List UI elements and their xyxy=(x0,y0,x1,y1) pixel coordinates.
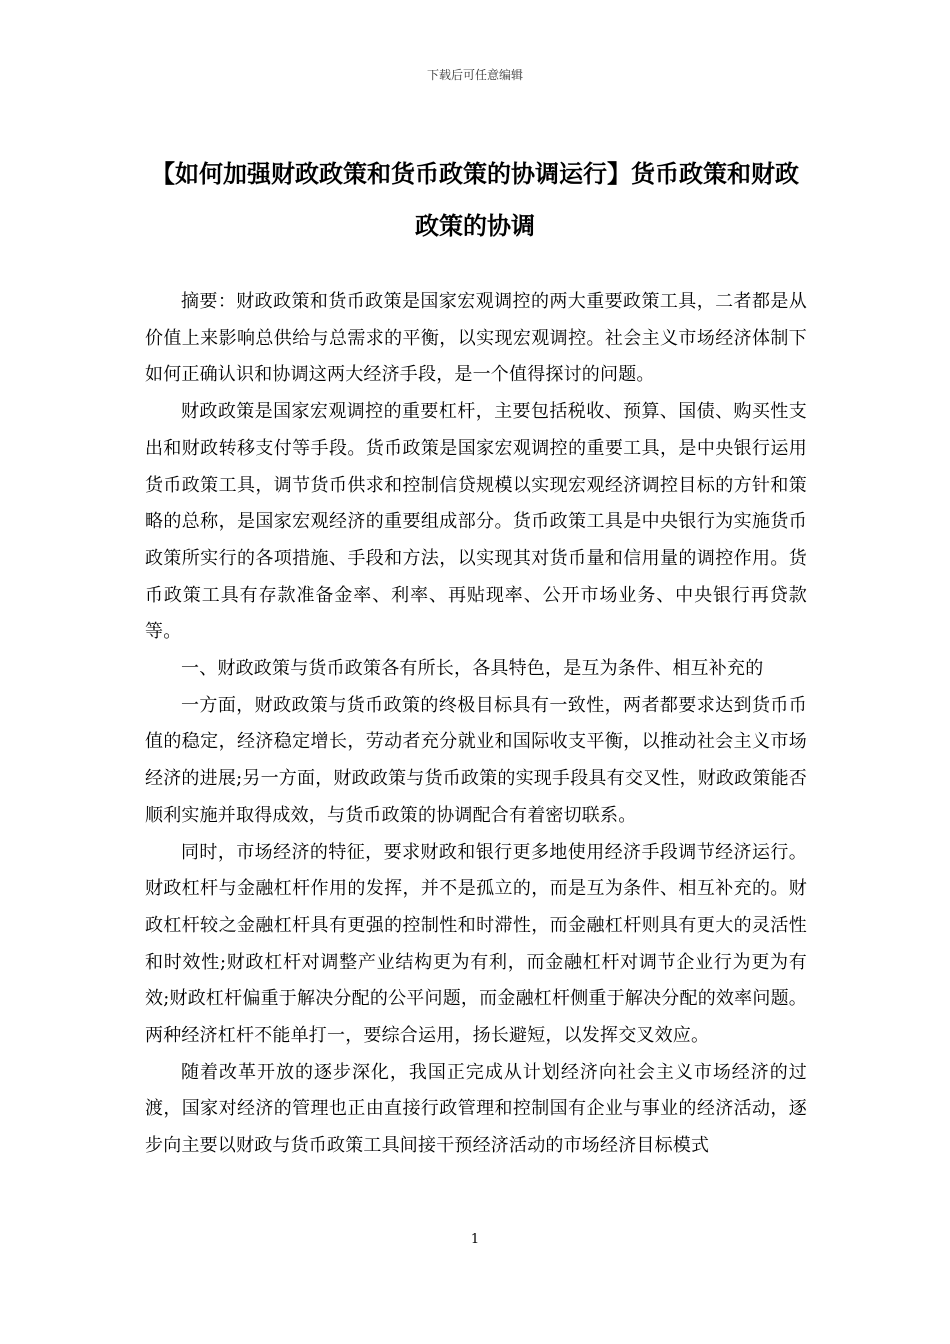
page-number: 1 xyxy=(470,1232,480,1247)
document-body xyxy=(145,284,807,1165)
document-title: 【如何加强财政政策和货币政策的协调运行】货币政策和财政政策的协调 xyxy=(151,159,799,240)
paragraph: 同时，市场经济的特征，要求财政和银行更多地使用经济手段调节经济运行。财政杠杆与金融杠杆作用的发挥，并不是孤立的，而是互为条件、相互补充的。财政杠杆较之金融杠杆具有更强的控制性和时滞性，而金融杠杆则具有更大的灵活性和时效性;财政杠杆对调整产业结构更为有利，而金融杠杆对调节企业行为更为有效;财政杠杆偏重于解决分配的公平问题，而金融杠杆侧重于解决分配的效率问题。两种经济杠杆不能单打一，要综合运用，扬长避短，以发挥交叉效应。 xyxy=(145,841,807,1047)
header-note: 下载后可任意编辑 xyxy=(426,68,523,82)
section-heading: 一、财政政策与货币政策各有所长，各具特色，是互为条件、相互补充的 xyxy=(181,658,764,680)
paragraph: 财政政策是国家宏观调控的重要杠杆，主要包括税收、预算、国债、购买性支出和财政转移支付等手段。货币政策是国家宏观调控的重要工具，是中央银行运用货币政策工具，调节货币供求和控制信贷规模以实现宏观经济调控目标的方针和策略的总称，是国家宏观经济的重要组成部分。货币政策工具是中央银行为实施货币政策所实行的各项措施、手段和方法，以实现其对货币量和信用量的调控作用。货币政策工具有存款准备金率、利率、再贴现率、公开市场业务、中央银行再贷款等。 xyxy=(145,401,807,643)
paragraph: 一方面，财政政策与货币政策的终极目标具有一致性，两者都要求达到货币币值的稳定，经济稳定增长，劳动者充分就业和国际收支平衡，以推动社会主义市场经济的进展;另一方面，财政政策与货币政策的实现手段具有交叉性，财政政策能否顺利实施并取得成效，与货币政策的协调配合有着密切联系。 xyxy=(145,694,807,826)
paragraph: 随着改革开放的逐步深化，我国正完成从计划经济向社会主义市场经济的过渡，国家对经济的管理也正由直接行政管理和控制国有企业与事业的经济活动，逐步向主要以财政与货币政策工具间接干预经济活动的市场经济目标模式 xyxy=(145,1061,807,1157)
paragraph-abstract: 摘要：财政政策和货币政策是国家宏观调控的两大重要政策工具，二者都是从价值上来影响总供给与总需求的平衡，以实现宏观调控。社会主义市场经济体制下如何正确认识和协调这两大经济手段，是一个值得探讨的问题。 xyxy=(145,291,807,386)
